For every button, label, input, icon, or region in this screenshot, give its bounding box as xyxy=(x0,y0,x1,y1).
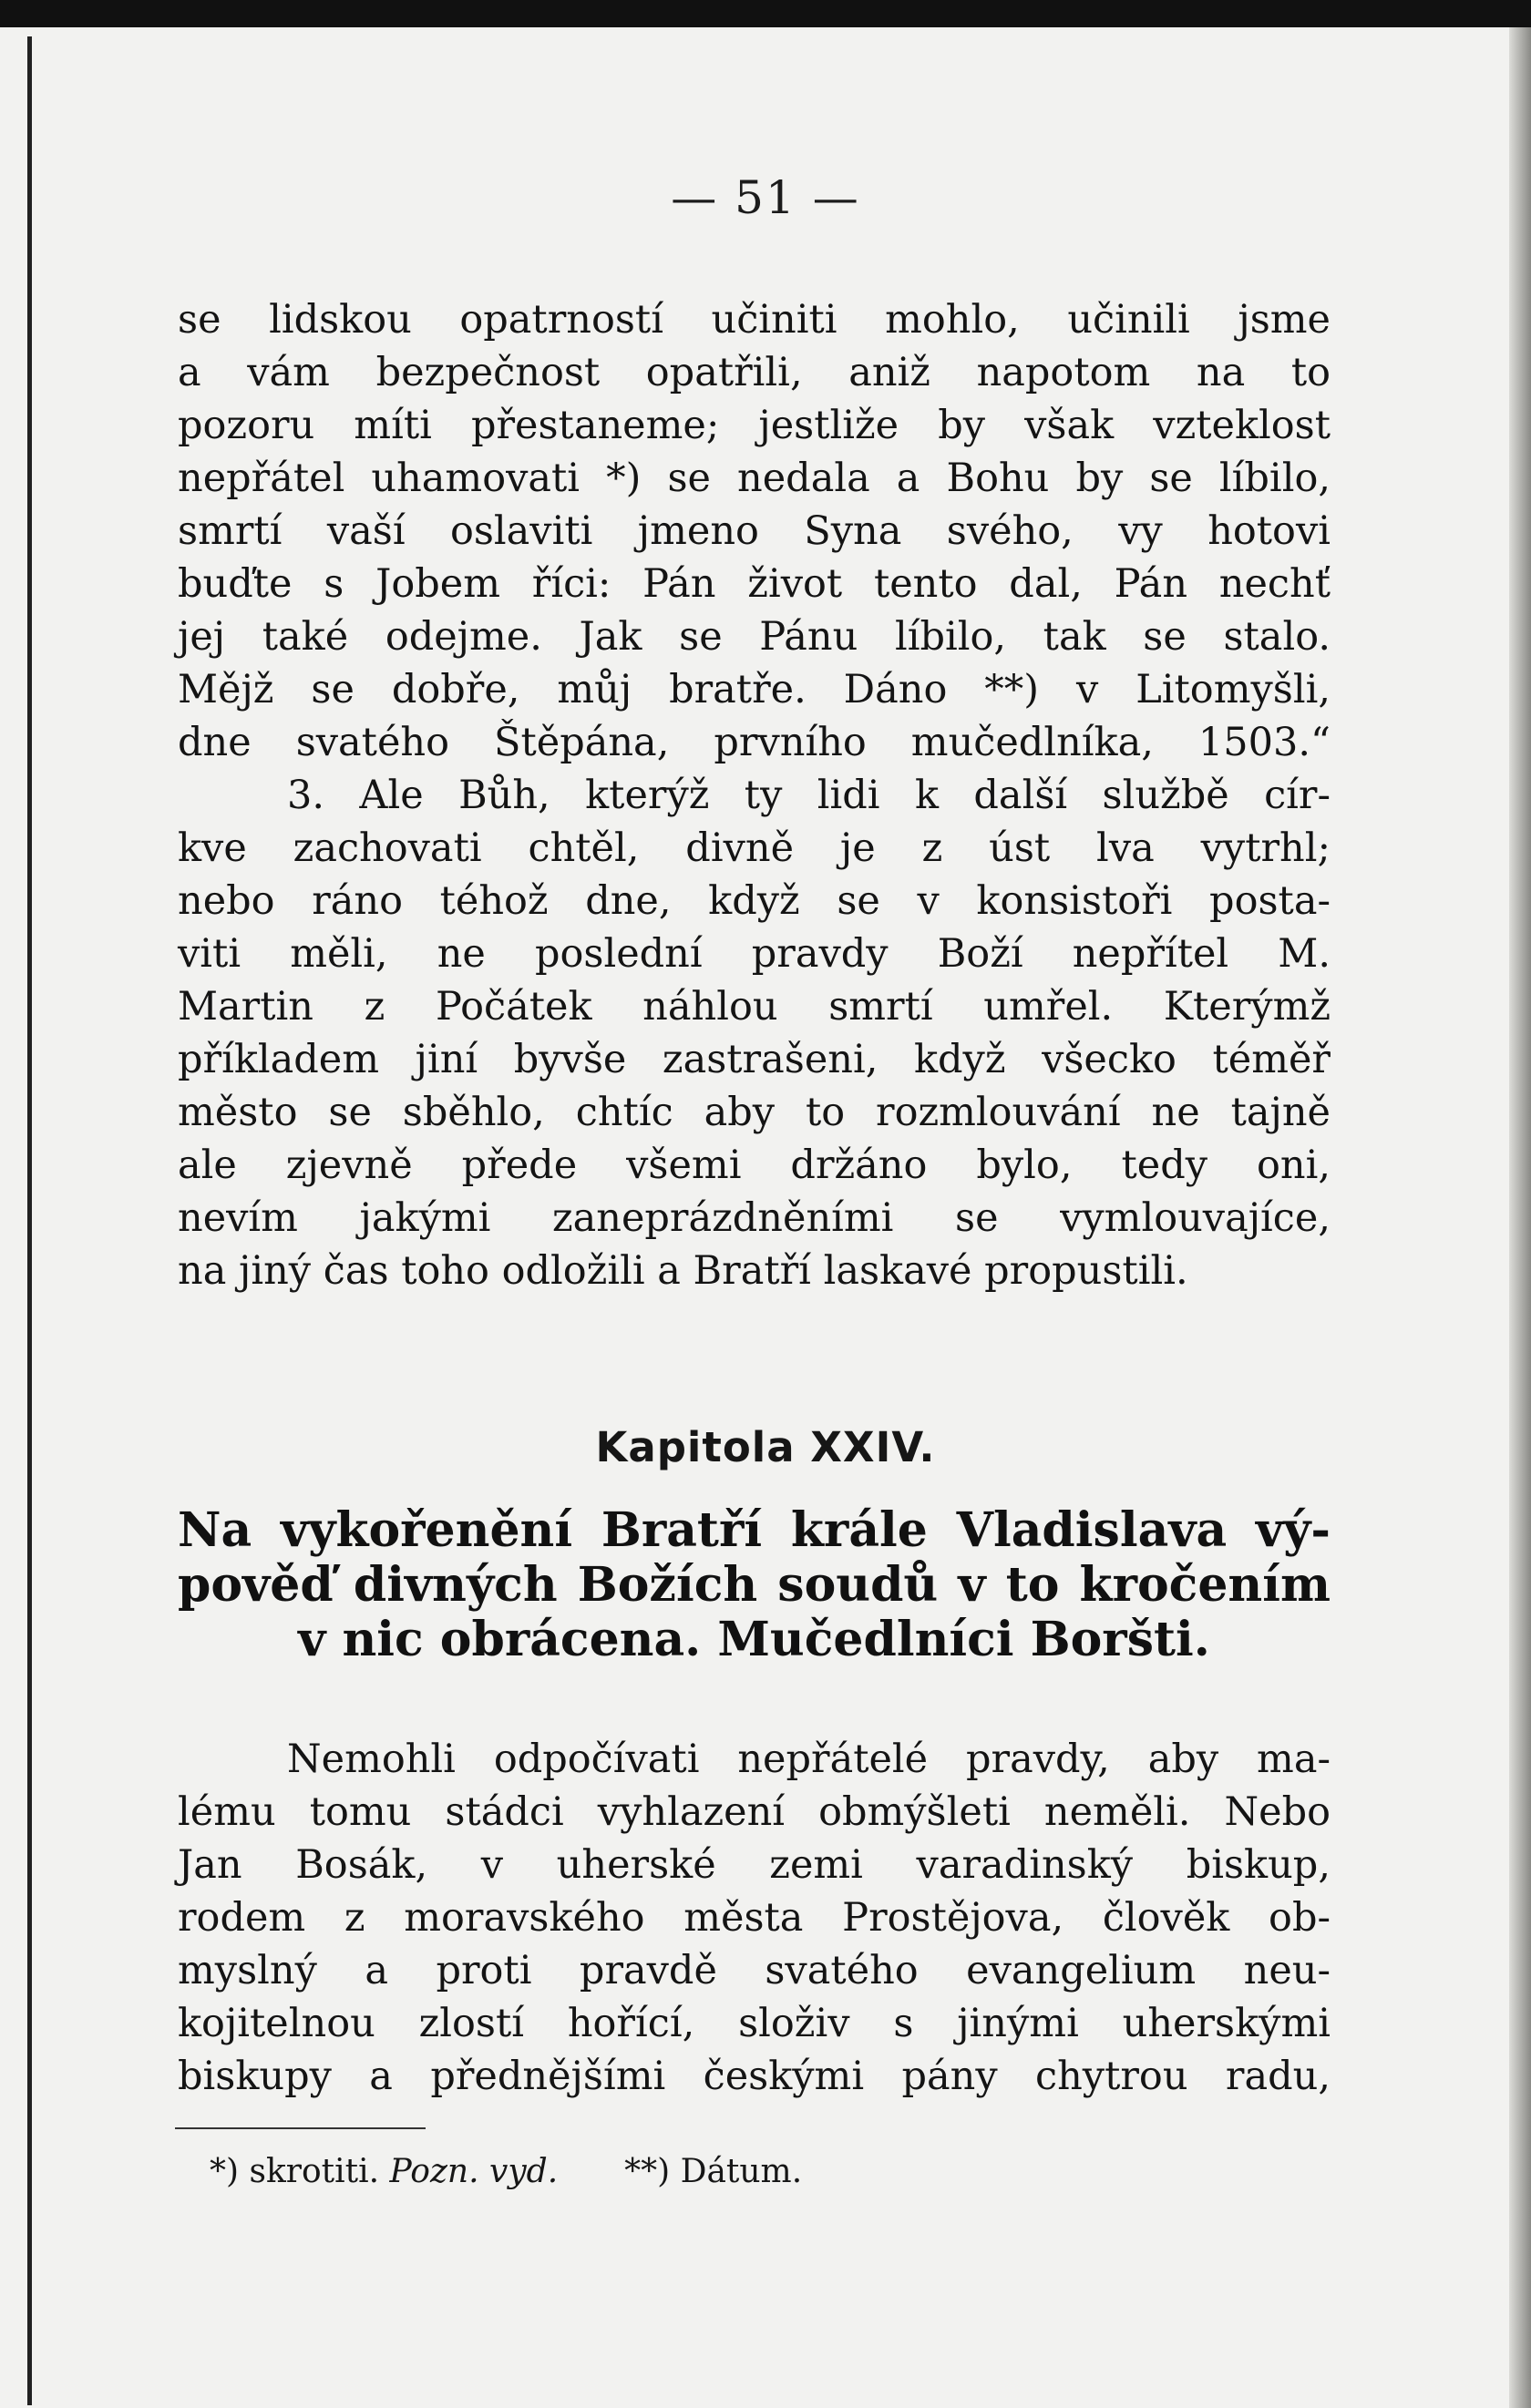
scan-right-edge xyxy=(1509,27,1531,2408)
footnote-divider xyxy=(175,2127,426,2129)
text-line: pozoru míti přestaneme; jestliže by však vzteklost xyxy=(178,403,1331,448)
text-line: jej také odejme. Jak se Pánu líbilo, tak se stalo. xyxy=(178,614,1331,660)
text-line: kojitelnou zlostí hořící, složiv s jinými uherskými xyxy=(178,2001,1331,2046)
chapter-title-line: pověď divných Božích soudů v to kročením xyxy=(178,1557,1331,1613)
text-line: Mějž se dobře, můj bratře. Dáno **) v Litomyšli, xyxy=(178,667,1331,712)
chapter-label: Kapitola XXIV. xyxy=(595,1423,936,1471)
text-line: buďte s Jobem říci: Pán život tento dal, Pán nechť xyxy=(178,561,1331,607)
chapter-title-line: v nic obrácena. Mučedlníci Boršti. xyxy=(298,1612,1210,1667)
text-line: Jan Bosák, v uherské zemi varadinský biskup, xyxy=(178,1842,1331,1888)
chapter-paragraph xyxy=(178,1733,1331,2103)
footnotes xyxy=(210,2153,802,2190)
text-line: nepřátel uhamovati *) se nedala a Bohu by se líbilo, xyxy=(178,456,1331,501)
text-line: nebo ráno téhož dne, když se v konsistoři posta- xyxy=(178,878,1331,924)
footnote-1-mark: *) xyxy=(210,2153,240,2190)
text-line: viti měli, ne poslední pravdy Boží nepřítel M. xyxy=(178,931,1331,977)
footnote-2-mark: **) xyxy=(624,2153,671,2190)
text-line: nevím jakými zaneprázdněními se vymlouvajíce, xyxy=(178,1195,1331,1241)
text-line: kve zachovati chtěl, divně je z úst lva vytrhl; xyxy=(178,825,1331,871)
text-line: myslný a proti pravdě svatého evangelium neu- xyxy=(178,1948,1331,1993)
paragraph-continuation xyxy=(178,293,1331,1297)
chapter-title xyxy=(178,1503,1331,1667)
text-line: rodem z moravského města Prostějova, člověk ob- xyxy=(178,1895,1331,1941)
text-line: Nemohli odpočívati nepřátelé pravdy, aby ma- xyxy=(287,1737,1331,1782)
text-line: příkladem jiní byvše zastrašeni, když všecko téměř xyxy=(178,1037,1331,1082)
text-line: smrtí vaší oslaviti jmeno Syna svého, vy hotovi xyxy=(178,508,1331,554)
chapter-title-line: Na vykořenění Bratří krále Vladislava vý- xyxy=(178,1502,1331,1558)
footnote-1-text: skrotiti. xyxy=(249,2153,380,2190)
text-line: biskupy a přednějšími českými pány chytrou radu, xyxy=(178,2054,1331,2099)
footnote-2-text: Dátum. xyxy=(680,2153,803,2190)
text-line: ale zjevně přede všemi držáno bylo, tedy oni, xyxy=(178,1143,1331,1188)
page-number: — 51 — xyxy=(671,171,860,224)
text-line: lému tomu stádci vyhlazení obmýšleti neměli. Nebo xyxy=(178,1789,1331,1835)
text-line: Martin z Počátek náhlou smrtí umřel. Kterýmž xyxy=(178,984,1331,1030)
text-line: 3. Ale Bůh, kterýž ty lidi k další službě cír- xyxy=(287,773,1331,818)
footnote-1-source: Pozn. vyd. xyxy=(389,2153,559,2190)
scan-top-border xyxy=(0,0,1531,27)
text-line: dne svatého Štěpána, prvního mučedlníka, 1503.“ xyxy=(178,720,1331,765)
text-line: a vám bezpečnost opatřili, aniž napotom na to xyxy=(178,350,1331,395)
text-line: se lidskou opatrností učiniti mohlo, učinili jsme xyxy=(178,297,1331,343)
scan-left-edge xyxy=(27,36,32,2405)
text-line: na jiný čas toho odložili a Bratří laskavé propustili. xyxy=(178,1248,1188,1294)
text-line: město se sběhlo, chtíc aby to rozmlouvání ne tajně xyxy=(178,1090,1331,1135)
